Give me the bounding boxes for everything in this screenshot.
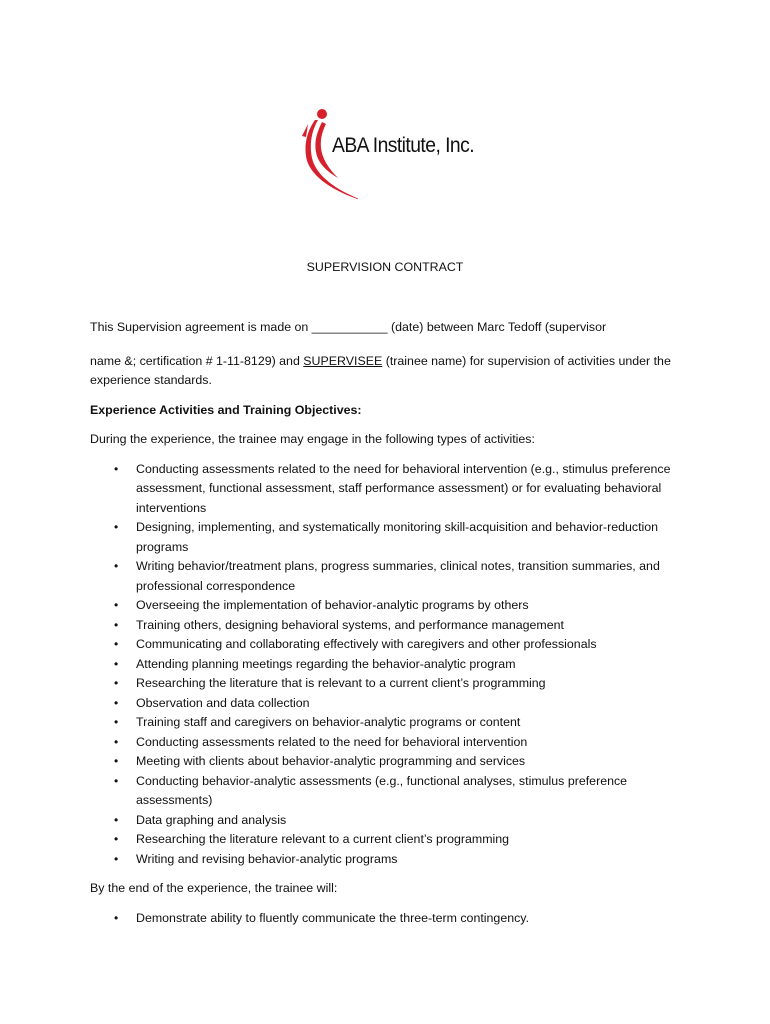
outcome-item-text: Demonstrate ability to fluently communicate the three-term contingency. [136,910,530,925]
supervisee-label: SUPERVISEE [303,353,383,368]
activity-item [90,518,690,557]
activity-item-text: Conducting assessments related to the need for behavioral intervention (e.g., stimulus preference assessment, functional assessment, staff performance assessment) or for evaluating behavioral interventions [136,461,671,515]
activity-item [90,850,690,870]
activity-item [90,557,690,596]
bullet-icon: • [114,676,119,690]
activity-item [90,616,690,636]
bullet-icon: • [114,637,119,651]
bullet-icon: • [114,656,119,671]
activity-item-text: Meeting with clients about behavior-analytic programming and services [136,754,526,768]
document-body [90,318,690,938]
intro-text-before: name &; certification # 1-11-8129) and [90,353,304,368]
activity-item-text: Writing behavior/treatment plans, progress summaries, clinical notes, transition summaries, and professional correspondence [136,559,660,593]
activity-item [90,460,690,519]
document-title: SUPERVISION CONTRACT [306,260,464,274]
logo-text: ABA Institute, Inc. [332,134,475,157]
activity-item-text: Designing, implementing, and systematically monitoring skill-acquisition and behavior-reduction programs [136,520,659,554]
activity-item-text: Researching the literature relevant to a current client’s programming [136,832,510,846]
bullet-icon: • [114,695,119,710]
activity-item-text: Training others, designing behavioral systems, and performance management [136,617,564,632]
activity-item-text: Training staff and caregivers on behavior-analytic programs or content [136,715,521,729]
activity-item-text: Researching the literature that is relevant to a current client’s programming [136,676,546,690]
logo-figure-icon [298,106,358,210]
bullet-icon: • [114,461,119,476]
bullet-icon: • [114,617,119,632]
activity-item-text: Data graphing and analysis [136,812,287,827]
intro-line-2 [90,352,690,391]
outcomes-list [90,909,690,929]
activities-intro: During the experience, the trainee may engage in the following types of activities: [90,432,535,446]
activity-item [90,694,690,714]
bullet-icon: • [114,734,119,749]
activity-item-text: Attending planning meetings regarding the behavior-analytic program [136,656,516,671]
activity-item-text: Conducting assessments related to the need for behavioral intervention [136,734,528,749]
activity-item [90,811,690,831]
activity-item [90,752,690,772]
activities-list [90,460,690,870]
bullet-icon: • [114,832,119,846]
bullet-icon: • [114,851,119,866]
activity-item [90,674,690,694]
activity-item-text: Overseeing the implementation of behavior-analytic programs by others [136,598,529,612]
bullet-icon: • [114,773,119,788]
intro-line-1: This Supervision agreement is made on ___________ (date) between Marc Tedoff (supervisor [90,320,607,334]
company-logo [298,106,498,210]
activity-item [90,830,690,850]
activity-item [90,733,690,753]
activity-item-text: Conducting behavior-analytic assessments (e.g., functional analyses, stimulus preference assessments) [136,773,628,807]
bullet-icon: • [114,812,119,827]
activity-item-text: Communicating and collaborating effectively with caregivers and other professionals [136,637,597,651]
activity-item [90,655,690,675]
activity-item-text: Observation and data collection [136,695,310,710]
bullet-icon: • [114,754,119,768]
bullet-icon: • [114,910,119,925]
activity-item-text: Writing and revising behavior-analytic programs [136,851,398,866]
bullet-icon: • [114,559,119,573]
activity-item [90,772,690,811]
outcomes-intro: By the end of the experience, the trainee will: [90,881,338,895]
bullet-icon: • [114,715,119,729]
activity-item [90,596,690,616]
intro-text-after: (trainee name) for supervision of activities under the experience standards. [90,353,671,387]
bullet-icon: • [114,520,119,534]
section-heading: Experience Activities and Training Objectives: [90,402,362,417]
bullet-icon: • [114,598,119,612]
activity-item [90,713,690,733]
activity-item [90,635,690,655]
outcome-item [90,909,690,929]
